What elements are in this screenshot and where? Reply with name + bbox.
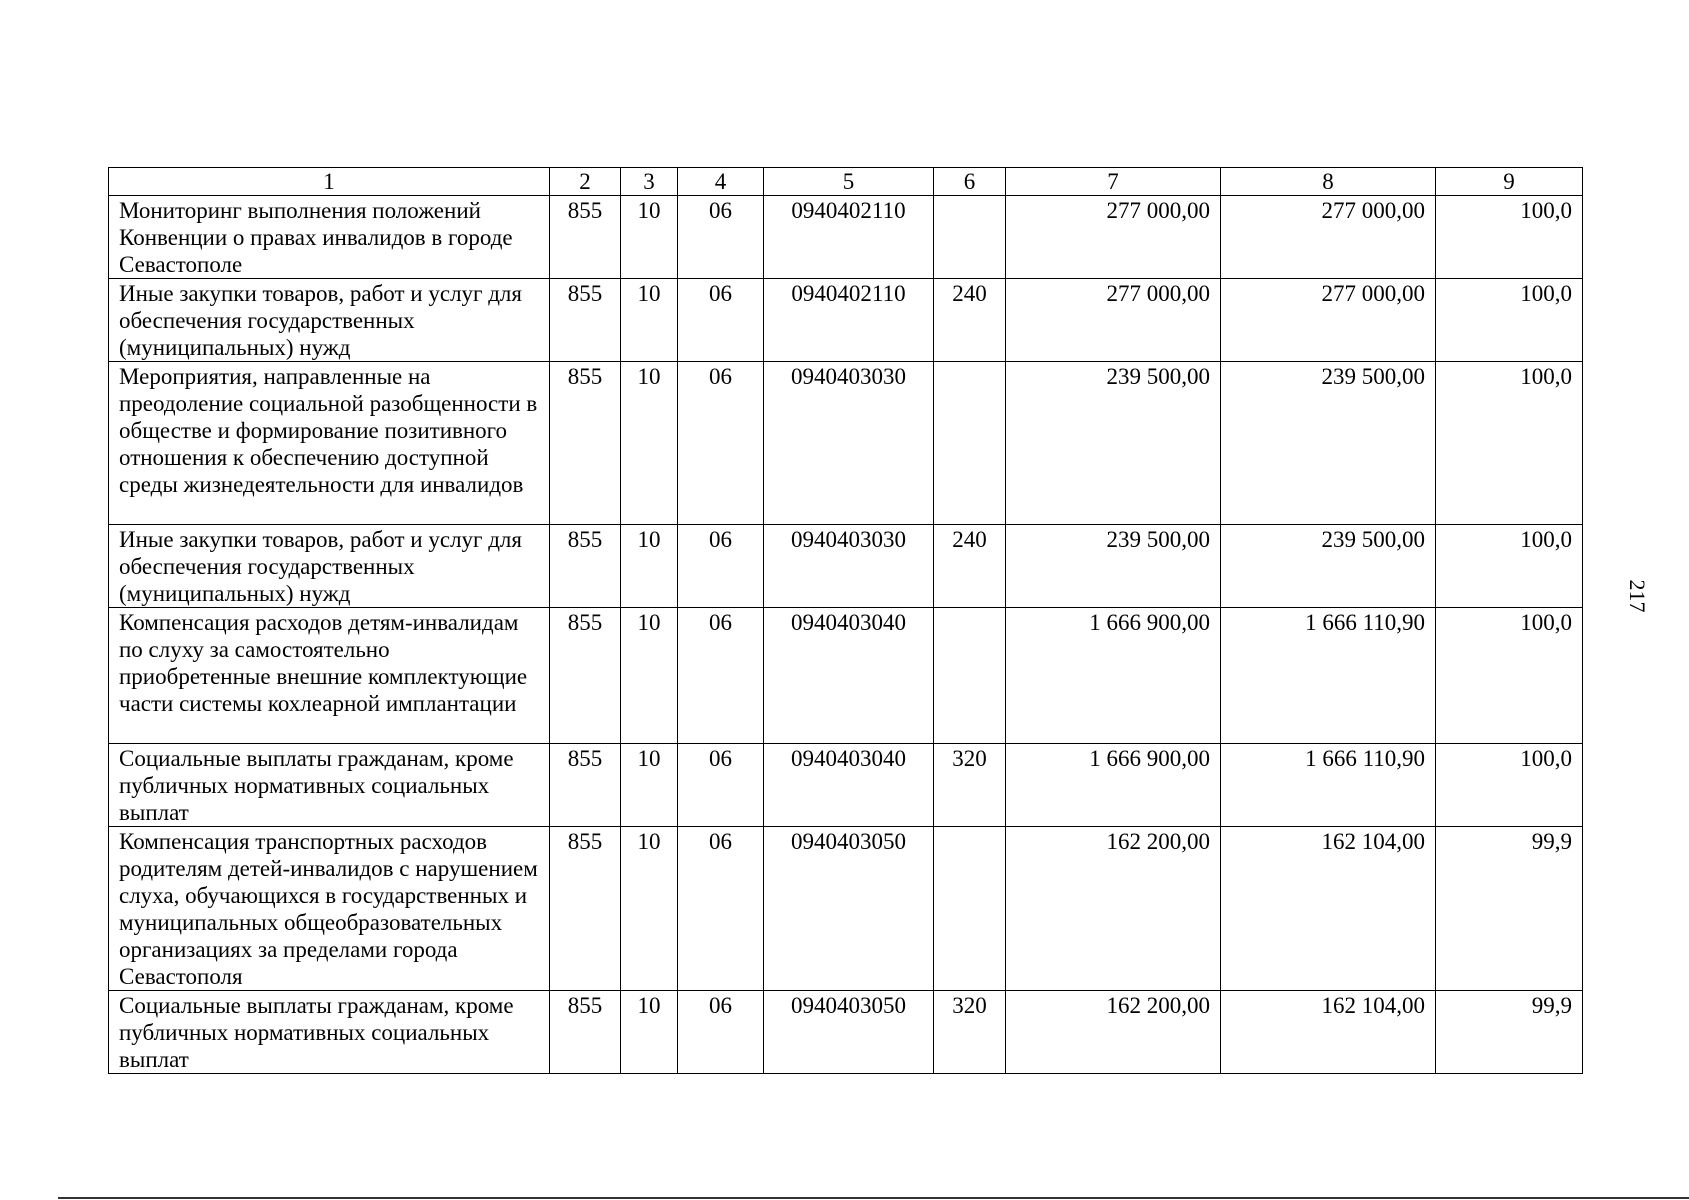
subsection-code-cell: 06 <box>678 991 764 1074</box>
actual-amount-cell: 239 500,00 <box>1221 525 1436 608</box>
target-article-cell: 0940403030 <box>764 525 934 608</box>
row-name-cell: Компенсация расходов детям-инвалидам по слуху за самостоятельно приобретенные внешние комплектующие части системы кохлеарной имплантации <box>109 608 550 744</box>
ministry-code-cell: 855 <box>550 827 621 991</box>
header-cell: 9 <box>1436 168 1583 196</box>
percent-cell: 100,0 <box>1436 362 1583 525</box>
ministry-code-cell: 855 <box>550 196 621 279</box>
row-name-cell: Социальные выплаты гражданам, кроме публичных нормативных социальных выплат <box>109 744 550 827</box>
table-row <box>109 525 1583 608</box>
percent-cell: 100,0 <box>1436 525 1583 608</box>
ministry-code-cell: 855 <box>550 525 621 608</box>
target-article-cell: 0940403050 <box>764 991 934 1074</box>
header-cell: 2 <box>550 168 621 196</box>
planned-amount-cell: 1 666 900,00 <box>1006 744 1221 827</box>
ministry-code-cell: 855 <box>550 362 621 525</box>
section-code-cell: 10 <box>621 608 678 744</box>
planned-amount-cell: 277 000,00 <box>1006 279 1221 362</box>
percent-cell: 100,0 <box>1436 744 1583 827</box>
planned-amount-cell: 1 666 900,00 <box>1006 608 1221 744</box>
header-cell: 3 <box>621 168 678 196</box>
expense-type-cell <box>934 608 1006 744</box>
percent-cell: 99,9 <box>1436 991 1583 1074</box>
planned-amount-cell: 239 500,00 <box>1006 362 1221 525</box>
ministry-code-cell: 855 <box>550 744 621 827</box>
table-row <box>109 196 1583 279</box>
section-code-cell: 10 <box>621 827 678 991</box>
table-header-row <box>109 168 1583 196</box>
expense-type-cell: 240 <box>934 279 1006 362</box>
subsection-code-cell: 06 <box>678 196 764 279</box>
section-code-cell: 10 <box>621 744 678 827</box>
percent-cell: 100,0 <box>1436 279 1583 362</box>
actual-amount-cell: 277 000,00 <box>1221 196 1436 279</box>
target-article-cell: 0940403030 <box>764 362 934 525</box>
header-cell: 5 <box>764 168 934 196</box>
row-name-cell: Мониторинг выполнения положений Конвенции о правах инвалидов в городе Севастополе <box>109 196 550 279</box>
header-cell: 6 <box>934 168 1006 196</box>
percent-cell: 100,0 <box>1436 196 1583 279</box>
expense-type-cell <box>934 362 1006 525</box>
target-article-cell: 0940403050 <box>764 827 934 991</box>
subsection-code-cell: 06 <box>678 608 764 744</box>
subsection-code-cell: 06 <box>678 744 764 827</box>
table-row <box>109 744 1583 827</box>
table-row <box>109 991 1583 1074</box>
section-code-cell: 10 <box>621 196 678 279</box>
row-name-cell: Социальные выплаты гражданам, кроме публичных нормативных социальных выплат <box>109 991 550 1074</box>
expense-type-cell: 240 <box>934 525 1006 608</box>
expense-type-cell: 320 <box>934 744 1006 827</box>
ministry-code-cell: 855 <box>550 991 621 1074</box>
actual-amount-cell: 277 000,00 <box>1221 279 1436 362</box>
subsection-code-cell: 06 <box>678 279 764 362</box>
header-cell: 4 <box>678 168 764 196</box>
actual-amount-cell: 162 104,00 <box>1221 827 1436 991</box>
percent-cell: 99,9 <box>1436 827 1583 991</box>
row-name-cell: Иные закупки товаров, работ и услуг для обеспечения государственных (муниципальных) нужд <box>109 279 550 362</box>
table-row <box>109 279 1583 362</box>
ministry-code-cell: 855 <box>550 608 621 744</box>
row-name-cell: Компенсация транспортных расходов родителям детей-инвалидов с нарушением слуха, обучающихся в государственных и муниципальных общеобразовательных организациях за пределами города Севастополя <box>109 827 550 991</box>
header-cell: 7 <box>1006 168 1221 196</box>
planned-amount-cell: 277 000,00 <box>1006 196 1221 279</box>
ministry-code-cell: 855 <box>550 279 621 362</box>
expense-type-cell <box>934 196 1006 279</box>
subsection-code-cell: 06 <box>678 827 764 991</box>
table-row <box>109 827 1583 991</box>
planned-amount-cell: 162 200,00 <box>1006 991 1221 1074</box>
scan-edge-line <box>58 1197 1689 1199</box>
row-name-cell: Иные закупки товаров, работ и услуг для обеспечения государственных (муниципальных) нужд <box>109 525 550 608</box>
percent-cell: 100,0 <box>1436 608 1583 744</box>
actual-amount-cell: 239 500,00 <box>1221 362 1436 525</box>
expense-type-cell <box>934 827 1006 991</box>
planned-amount-cell: 239 500,00 <box>1006 525 1221 608</box>
subsection-code-cell: 06 <box>678 525 764 608</box>
target-article-cell: 0940403040 <box>764 744 934 827</box>
section-code-cell: 10 <box>621 525 678 608</box>
subsection-code-cell: 06 <box>678 362 764 525</box>
budget-table <box>108 167 1583 1074</box>
section-code-cell: 10 <box>621 279 678 362</box>
header-cell: 8 <box>1221 168 1436 196</box>
section-code-cell: 10 <box>621 991 678 1074</box>
section-code-cell: 10 <box>621 362 678 525</box>
page-number: 217 <box>1625 579 1650 613</box>
actual-amount-cell: 162 104,00 <box>1221 991 1436 1074</box>
target-article-cell: 0940402110 <box>764 279 934 362</box>
header-cell: 1 <box>109 168 550 196</box>
actual-amount-cell: 1 666 110,90 <box>1221 608 1436 744</box>
table-row <box>109 362 1583 525</box>
table-row <box>109 608 1583 744</box>
target-article-cell: 0940402110 <box>764 196 934 279</box>
row-name-cell: Мероприятия, направленные на преодоление социальной разобщенности в обществе и формирование позитивного отношения к обеспечению доступной среды жизнедеятельности для инвалидов <box>109 362 550 525</box>
expense-type-cell: 320 <box>934 991 1006 1074</box>
planned-amount-cell: 162 200,00 <box>1006 827 1221 991</box>
actual-amount-cell: 1 666 110,90 <box>1221 744 1436 827</box>
target-article-cell: 0940403040 <box>764 608 934 744</box>
